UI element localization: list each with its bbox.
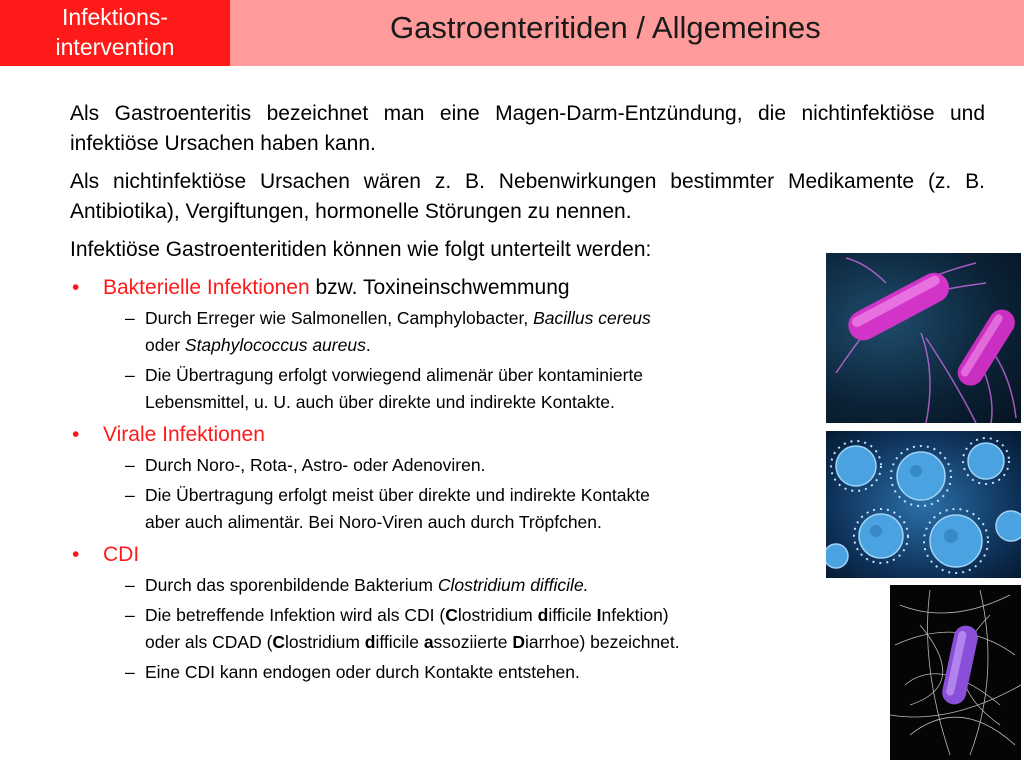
text: aber auch alimentär. Bei Noro-Viren auch durch Tröpfchen. — [145, 512, 602, 532]
dash-icon: – — [125, 365, 135, 385]
bacterial-suffix: bzw. Toxineinschwemmung — [309, 276, 570, 299]
text: oder als CDAD ( — [145, 632, 273, 652]
bold-letter: C — [445, 605, 458, 625]
bold-letter: d — [537, 605, 549, 625]
list-item-viral — [70, 420, 830, 450]
italic-text: Bacillus cereus — [533, 308, 651, 328]
bullet-icon: • — [72, 276, 80, 299]
list-item-cdi — [70, 540, 830, 570]
sub-item-cdi-3 — [70, 659, 830, 686]
text: Eine CDI kann endogen oder durch Kontakte entstehen. — [145, 662, 580, 682]
bullet-icon: • — [72, 423, 80, 446]
dash-icon: – — [125, 575, 135, 595]
text: oder — [145, 335, 185, 355]
text: lostridium — [457, 605, 538, 625]
text: . — [365, 335, 371, 355]
intro-text — [70, 99, 985, 269]
section-label-line1: Infektions- — [61, 4, 169, 30]
dash-icon: – — [125, 662, 135, 682]
sub-item-bacterial-2 — [70, 362, 830, 416]
text: iarrhoe) bezeichnet. — [524, 632, 680, 652]
viral-label: Virale Infektionen — [103, 423, 265, 446]
sub-item-cdi-1 — [70, 572, 830, 599]
sub-item-viral-1 — [70, 452, 830, 479]
intro-paragraph-2: Als nichtinfektiöse Ursachen wären z. B. Nebenwirkungen bestimmter Medikamente (z. B. Antibiotika), Vergiftungen, hormonelle Störungen zu nennen. — [70, 170, 985, 223]
sub-item-viral-2 — [70, 482, 830, 536]
bacterial-label: Bakterielle Infektionen — [103, 276, 310, 299]
dash-icon: – — [125, 308, 135, 328]
clostridium-image — [890, 585, 1021, 760]
section-label-line2: intervention — [55, 34, 175, 60]
section-label — [0, 0, 230, 66]
title-bar — [230, 0, 1024, 66]
slide-title: Gastroenteritiden / Allgemeines — [390, 10, 821, 45]
bullet-icon: • — [72, 543, 80, 566]
text: Die Übertragung erfolgt meist über direkte und indirekte Kontakte — [145, 485, 650, 505]
bold-letter: d — [364, 632, 376, 652]
bold-letter: D — [512, 632, 525, 652]
italic-text: Staphylococcus aureus — [184, 335, 366, 355]
text: Durch Erreger wie Salmonellen, Camphylobacter, — [145, 308, 534, 328]
text: Die Übertragung erfolgt vorwiegend alimenär über kontaminierte — [145, 365, 644, 385]
text: lostridium — [285, 632, 365, 652]
text: ifficile — [548, 605, 597, 625]
dash-icon: – — [125, 485, 135, 505]
bacteria-illustration — [826, 253, 1021, 423]
intro-paragraph-1: Als Gastroenteritis bezeichnet man eine Magen-Darm-Entzündung, die nichtinfektiöse und infektiöse Ursachen haben kann. — [70, 102, 985, 155]
dash-icon: – — [125, 455, 135, 475]
infection-list — [70, 273, 830, 689]
sub-item-bacterial-1 — [70, 305, 830, 359]
text: Durch Noro-, Rota-, Astro- oder Adenoviren. — [145, 455, 486, 475]
intro-paragraph-3: Infektiöse Gastroenteritiden können wie folgt unterteilt werden: — [70, 238, 652, 261]
text: ssoziierte — [433, 632, 513, 652]
cdi-label: CDI — [103, 543, 140, 566]
text: Die betreffende Infektion wird als CDI ( — [145, 605, 446, 625]
italic-text: Clostridium difficile. — [437, 575, 589, 595]
bacteria-image — [826, 253, 1021, 423]
dash-icon: – — [125, 605, 135, 625]
text: ifficile — [375, 632, 424, 652]
bold-letter: C — [272, 632, 286, 652]
bold-letter: I — [596, 605, 602, 625]
bold-letter: a — [423, 632, 434, 652]
sub-item-cdi-2 — [70, 602, 830, 656]
clostridium-illustration — [890, 585, 1021, 760]
text: nfektion) — [601, 605, 669, 625]
list-item-bacterial — [70, 273, 830, 303]
text: Lebensmittel, u. U. auch über direkte und indirekte Kontakte. — [145, 392, 615, 412]
virus-illustration — [826, 431, 1021, 578]
text: Durch das sporenbildende Bakterium — [145, 575, 438, 595]
virus-image — [826, 431, 1021, 578]
